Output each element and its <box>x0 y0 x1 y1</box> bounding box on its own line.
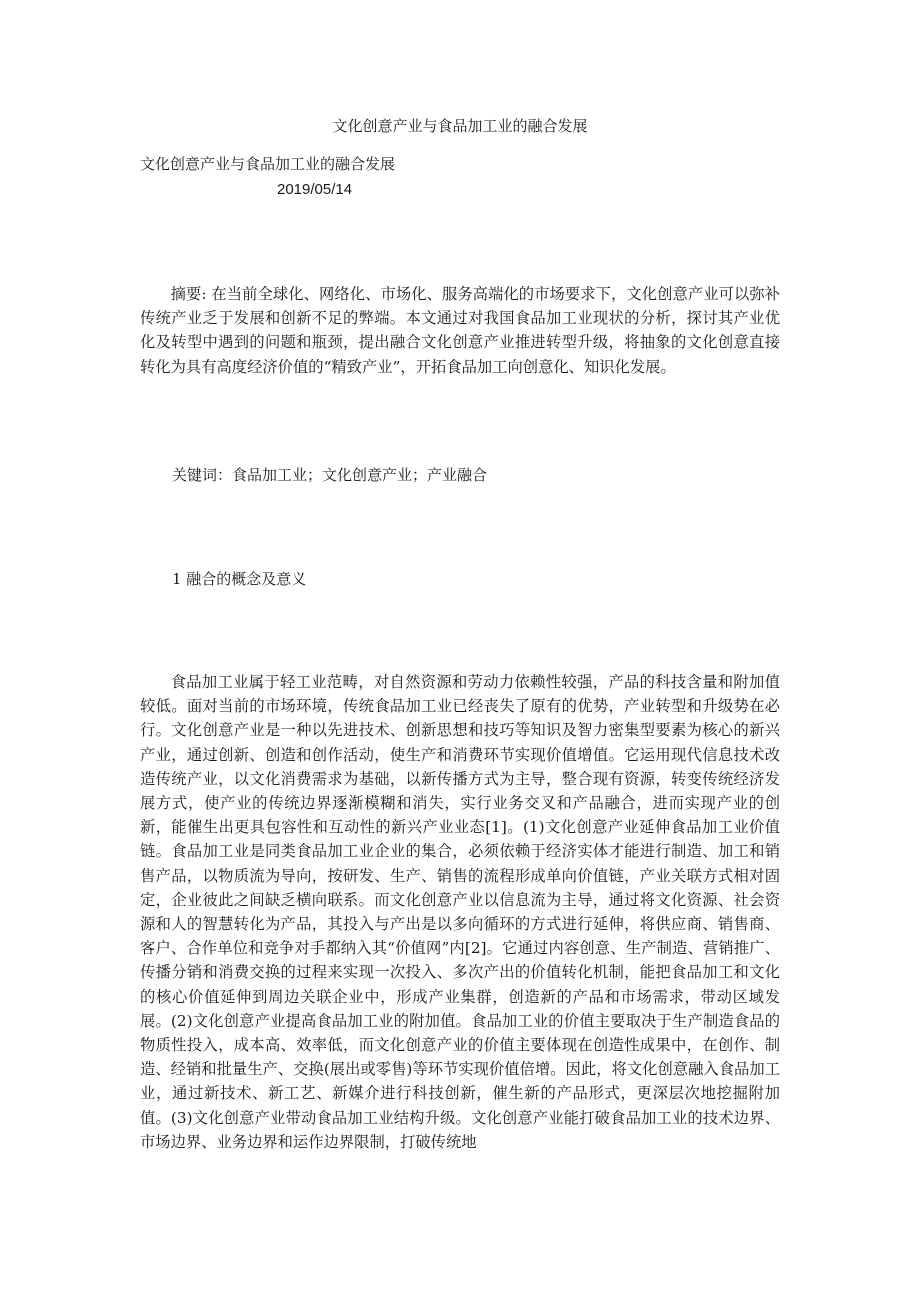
keywords-line: 关键词：食品加工业；文化创意产业；产业融合 <box>172 466 488 484</box>
document-title: 文化创意产业与食品加工业的融合发展 <box>332 117 588 135</box>
publish-date: 2019/05/14 <box>277 181 353 198</box>
abstract-paragraph: 摘要: 在当前全球化、网络化、市场化、服务高端化的市场要求下，文化创意产业可以弥补传统产业乏于发展和创新不足的弊端。本文通过对我国食品加工业现状的分析，探讨其产业优化及转型中遇到的问题和瓶颈，提出融合文化创意产业推进转型升级，将抽象的文化创意直接转化为具有高度经济价值的“精致产业”，开拓食品加工向创意化、知识化发展。 <box>140 285 780 376</box>
body-paragraph: 食品加工业属于轻工业范畴，对自然资源和劳动力依赖性较强，产品的科技含量和附加值较低。面对当前的市场环境，传统食品加工业已经丧失了原有的优势，产业转型和升级势在必行。文化创意产业是一种以先进技术、创新思想和技巧等知识及智力密集型要素为核心的新兴产业，通过创新、创造和创作活动，使生产和消费环节实现价值增值。它运用现代信息技术改造传统产业，以文化消费需求为基础，以新传播方式为主导，整合现有资源，转变传统经济发展方式，使产业的传统边界逐渐模糊和消失，实行业务交叉和产品融合，进而实现产业的创新，能催生出更具包容性和互动性的新兴产业业态[1]。(1)文化创意产业延伸食品加工业价值链。食品加工业是同类食品加工业企业的集合，必须依赖于经济实体才能进行制造、加工和销售产品，以物质流为导向，按研发、生产、销售的流程形成单向价值链，产业关联方式相对固定，企业彼此之间缺乏横向联系。而文化创意产业以信息流为主导，通过将文化资源、社会资源和人的智慧转化为产品，其投入与产出是以多向循环的方式进行延伸，将供应商、销售商、客户、合作单位和竞争对手都纳入其“价值网”内[2]。它通过内容创意、生产制造、营销推广、传播分销和消费交换的过程来实现一次投入、多次产出的价值转化机制，能把食品加工和文化的核心价值延伸到周边关联企业中，形成产业集群，创造新的产品和市场需求，带动区域发展。(2)文化创意产业提高食品加工业的附加值。食品加工业的价值主要取决于生产制造食品的物质性投入，成本高、效率低，而文化创意产业的价值主要体现在创造性成果中，在创作、制造、经销和批量生产、交换(展出或零售)等环节实现价值倍增。因此，将文化创意融入食品加工业，通过新技术、新工艺、新媒介进行科技创新，催生新的产品形式，更深层次地挖掘附加值。(3)文化创意产业带动食品加工业结构升级。文化创意产业能打破食品加工业的技术边界、市场边界、业务边界和运作边界限制，打破传统地 <box>140 673 780 1151</box>
section-heading: 1 融合的概念及意义 <box>172 570 307 588</box>
document-subtitle: 文化创意产业与食品加工业的融合发展 <box>140 155 396 173</box>
